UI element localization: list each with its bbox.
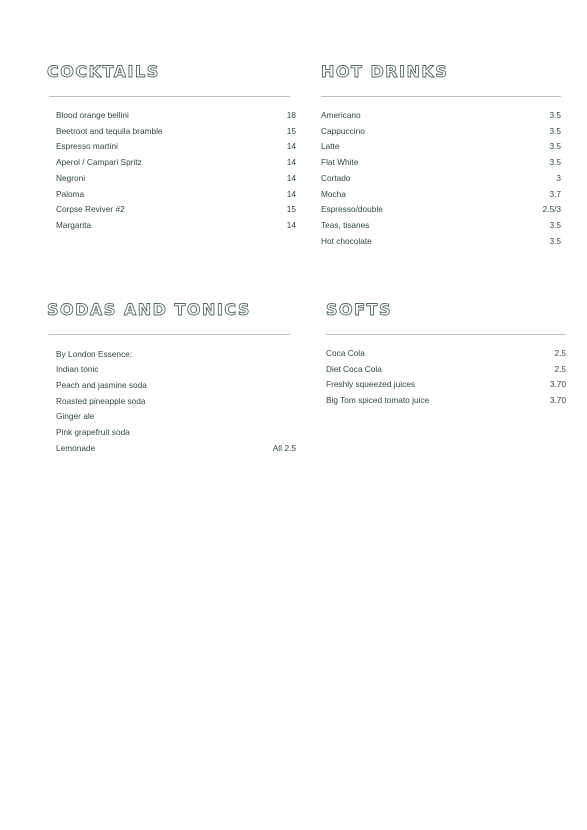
hot-drinks-title: HOT DRINKS	[321, 62, 449, 81]
menu-item	[321, 187, 561, 201]
item-name: Mocha	[321, 189, 346, 199]
menu-item	[321, 218, 561, 232]
item-price: 2.5	[554, 364, 566, 374]
item-name: Big Tom spiced tomato juice	[326, 395, 430, 405]
menu-item	[56, 139, 296, 153]
menu-item	[321, 124, 561, 138]
item-name: Roasted pineapple soda	[56, 396, 146, 406]
menu-item	[56, 218, 296, 232]
item-name: Lemonade	[56, 443, 96, 453]
cocktails-divider	[49, 96, 290, 97]
item-price: 2.5/3	[542, 204, 561, 214]
menu-item	[321, 139, 561, 153]
item-price: 3.5	[549, 126, 561, 136]
item-price-note: All	[272, 443, 282, 453]
item-name: Negroni	[56, 173, 86, 183]
item-price: 3.5	[549, 220, 561, 230]
item-price: 14	[286, 173, 296, 183]
item-name: Peach and jasmine soda	[56, 380, 147, 390]
item-price: 15	[286, 204, 296, 214]
menu-item	[56, 108, 296, 122]
menu-item	[56, 409, 296, 423]
item-name: Latte	[321, 141, 340, 151]
item-name: Hot chocolate	[321, 236, 372, 246]
sodas-title: SODAS AND TONICS	[47, 300, 251, 319]
item-name: Freshly squeezed juices	[326, 379, 416, 389]
hot-drinks-divider	[321, 96, 561, 97]
menu-item	[56, 171, 296, 185]
item-price: 3.5	[549, 141, 561, 151]
menu-item	[56, 124, 296, 138]
menu-item	[321, 108, 561, 122]
item-price: 3.5	[549, 110, 561, 120]
item-name: Beetroot and tequila bramble	[56, 126, 163, 136]
menu-item	[56, 187, 296, 201]
item-price: 14	[286, 157, 296, 167]
item-name: Flat White	[321, 157, 359, 167]
menu-item	[56, 362, 296, 376]
cocktails-title: COCKTAILS	[47, 62, 160, 81]
item-price: 3.70	[549, 395, 566, 405]
item-name: Indian tonic	[56, 364, 99, 374]
sodas-divider	[49, 334, 290, 335]
menu-item	[56, 155, 296, 169]
item-price: 3.5	[549, 236, 561, 246]
item-price: 3.5	[549, 157, 561, 167]
item-price: 14	[286, 220, 296, 230]
item-name: Blood orange bellini	[56, 110, 129, 120]
menu-item	[56, 202, 296, 216]
item-price: 15	[286, 126, 296, 136]
item-price: 2.5	[284, 443, 296, 453]
menu-item	[326, 362, 566, 376]
menu-item	[321, 155, 561, 169]
menu-item	[321, 171, 561, 185]
item-price: 3	[556, 173, 561, 183]
item-name: Ginger ale	[56, 411, 95, 421]
item-name: Aperol / Campari Spritz	[56, 157, 142, 167]
item-name: Cappuccino	[321, 126, 365, 136]
softs-title: SOFTS	[326, 300, 392, 319]
item-price: 2.5	[554, 348, 566, 358]
item-name: Teas, tisanes	[321, 220, 370, 230]
item-price: 14	[286, 189, 296, 199]
item-name: Espresso/double	[321, 204, 383, 214]
menu-item	[326, 377, 566, 391]
menu-item	[56, 347, 296, 361]
item-name: Pink grapefruit soda	[56, 427, 130, 437]
menu-item	[326, 346, 566, 360]
item-price: 14	[286, 141, 296, 151]
item-price: 3.70	[549, 379, 566, 389]
menu-item	[56, 378, 296, 392]
item-name: Americano	[321, 110, 361, 120]
item-price: 3.7	[549, 189, 561, 199]
item-name: Espresso martini	[56, 141, 118, 151]
menu-item	[321, 234, 561, 248]
item-name: By London Essence:	[56, 349, 133, 359]
menu-item	[326, 393, 566, 407]
item-name: Margarita	[56, 220, 92, 230]
item-price: 18	[286, 110, 296, 120]
softs-divider	[326, 334, 566, 335]
menu-item	[56, 394, 296, 408]
item-name: Paloma	[56, 189, 85, 199]
item-name: Corpse Reviver #2	[56, 204, 125, 214]
menu-item	[56, 425, 296, 439]
item-name: Cortado	[321, 173, 351, 183]
menu-item	[56, 441, 296, 455]
item-name: Coca Cola	[326, 348, 365, 358]
menu-item	[321, 202, 561, 216]
item-name: Diet Coca Cola	[326, 364, 382, 374]
